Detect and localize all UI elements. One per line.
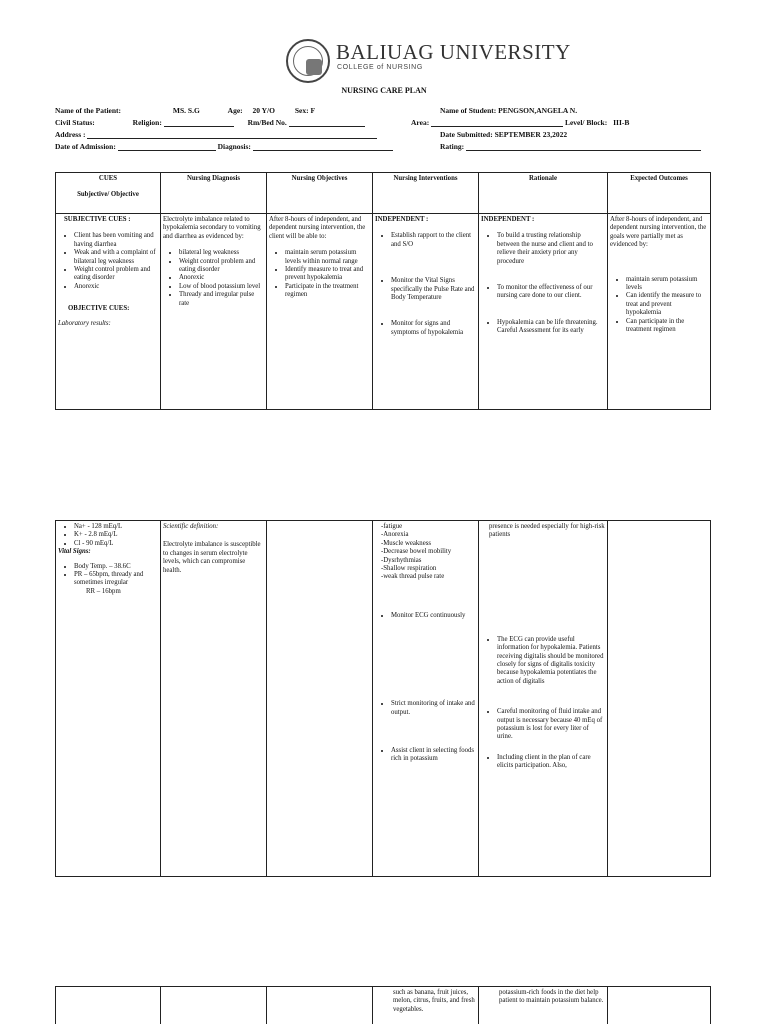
college-name: COLLEGE of NURSING xyxy=(337,64,423,71)
care-plan-table-2 xyxy=(55,520,711,877)
patient-name-row: Name of the Patient: MS. S.G Age: 20 Y/O Sex: F xyxy=(55,106,316,115)
admission-row: Date of Admission: Diagnosis: xyxy=(55,142,393,151)
objectives-cell-cont2 xyxy=(267,987,373,1024)
rating-row: Rating: xyxy=(440,142,701,151)
outcomes-cell-cont2 xyxy=(608,987,711,1024)
student-name-value: PENGSON,ANGELA N. xyxy=(498,106,578,115)
interventions-cell-cont: -fatigue -Anorexia -Muscle weakness -Decrease bowel mobility -Dysrhythmias -Shallow respiration -weak thread pulse rate • Monitor ECG continuously • Strict monitoring of intake and output. • Assist client in selecting foods rich in potassium xyxy=(373,521,479,877)
objectives-cell: After 8-hours of independent, and dependent nursing intervention, the client will be able to: • maintain serum potassium levels within normal range • Identify measure to treat and prevent hypokalemia • Participate in the treatment regimen xyxy=(267,214,373,410)
interventions-cell: INDEPENDENT : • Establish rapport to the client and S/O • Monitor the Vital Signs specifically the Pulse Rate and Body Temperature • Monitor for signs and symptoms of hypokalemia xyxy=(373,214,479,410)
col-header-rationale: Rationale xyxy=(479,173,608,214)
col-header-objectives: Nursing Objectives xyxy=(267,173,373,214)
diagnosis-cell-cont2 xyxy=(161,987,267,1024)
diagnosis-cell: Electrolyte imbalance related to hypokalemia secondary to vomiting and diarrhea as evidenced by: • bilateral leg weakness • Weight control problem and eating disorder • Anorexic • Low of blood potassium level • Thready and irregular pulse rate xyxy=(161,214,267,410)
care-plan-table-1 xyxy=(55,172,711,410)
date-submitted-row: Date Submitted: SEPTEMBER 23,2022 xyxy=(440,130,568,139)
rating-field-line xyxy=(466,142,701,151)
address-row: Address : xyxy=(55,130,377,139)
col-header-outcomes: Expected Outcomes xyxy=(608,173,711,214)
col-header-cues: CUES Subjective/ Objective xyxy=(56,173,161,214)
rationale-cell-cont2: potassium-rich foods in the diet help patient to maintain potassium balance. xyxy=(479,987,608,1024)
care-plan-table-3 xyxy=(55,986,711,1024)
admission-field-line xyxy=(118,142,216,151)
interventions-cell-cont2: such as banana, fruit juices, melon, citrus, fruits, and fresh vegetables. xyxy=(373,987,479,1024)
objectives-cell-cont xyxy=(267,521,373,877)
level-block-value: III-B xyxy=(613,118,630,127)
diagnosis-cell-cont: Scientific definition: Electrolyte imbalance is susceptible to changes in serum electrolyte levels, which can compromise health. xyxy=(161,521,267,877)
patient-name-value: MS. S.G xyxy=(172,106,200,115)
patient-age-value: 20 Y/O xyxy=(252,106,275,115)
cues-cell-cont: • Na+ - 128 mEq/L • K+ - 2.8 mEq/L • Cl - 90 mEq/L Vital Signs: • Body Temp. – 38.6C • PR – 65bpm, thready and sometimes irregular RR – 16bpm xyxy=(56,521,161,877)
rationale-cell-cont: presence is needed especially for high-risk patients • The ECG can provide useful information for hypokalemia. Patients receiving digitalis should be monitored closely for signs of digitalis toxicity because hypokalemia potentiates the action of digitalis • Careful monitoring of fluid intake and output is necessary because 40 mEq of potassium is lost for every liter of urine. • Including client in the plan of care elicits participation. Also, xyxy=(479,521,608,877)
col-header-diagnosis: Nursing Diagnosis xyxy=(161,173,267,214)
student-name-row: Name of Student: PENGSON,ANGELA N. xyxy=(440,106,578,115)
rationale-cell: INDEPENDENT : • To build a trusting relationship between the nurse and client and to relieve their anxiety prior any procedure • To monitor the effectiveness of our nursing care done to our client. • Hypokalemia can be life threatening. Careful Assessment for its early xyxy=(479,214,608,410)
outcomes-cell: After 8-hours of independent, and dependent nursing intervention, the goals were partially met as evidenced by: • maintain serum potassium levels • Can identify the measure to treat and prevent hypokalemia • Can participate in the treatment regimen xyxy=(608,214,711,410)
outcomes-cell-cont xyxy=(608,521,711,877)
address-field-line xyxy=(87,130,377,139)
diagnosis-field-line xyxy=(253,142,393,151)
cues-cell-cont2 xyxy=(56,987,161,1024)
area-row: Area: Level/ Block: III-B xyxy=(411,118,630,127)
cues-cell: SUBJECTIVE CUES : • Client has been vomiting and having diarrhea • Weak and with a complaint of bilateral leg weakness • Weight control problem and eating disorder • Anorexic OBJECTIVE CUES: Laboratory results: xyxy=(56,214,161,410)
patient-sex: Sex: F xyxy=(294,106,316,115)
document-title: NURSING CARE PLAN xyxy=(341,86,427,95)
col-header-interventions: Nursing Interventions xyxy=(373,173,479,214)
rm-bed-field-line xyxy=(289,118,365,127)
university-name: BALIUAG UNIVERSITY xyxy=(336,40,571,64)
religion-field-line xyxy=(164,118,234,127)
area-field-line xyxy=(431,118,563,127)
civil-status-row: Civil Status: Religion: Rm/Bed No. xyxy=(55,118,365,127)
date-submitted-value: SEPTEMBER 23,2022 xyxy=(494,130,568,139)
university-seal-logo xyxy=(286,39,330,83)
